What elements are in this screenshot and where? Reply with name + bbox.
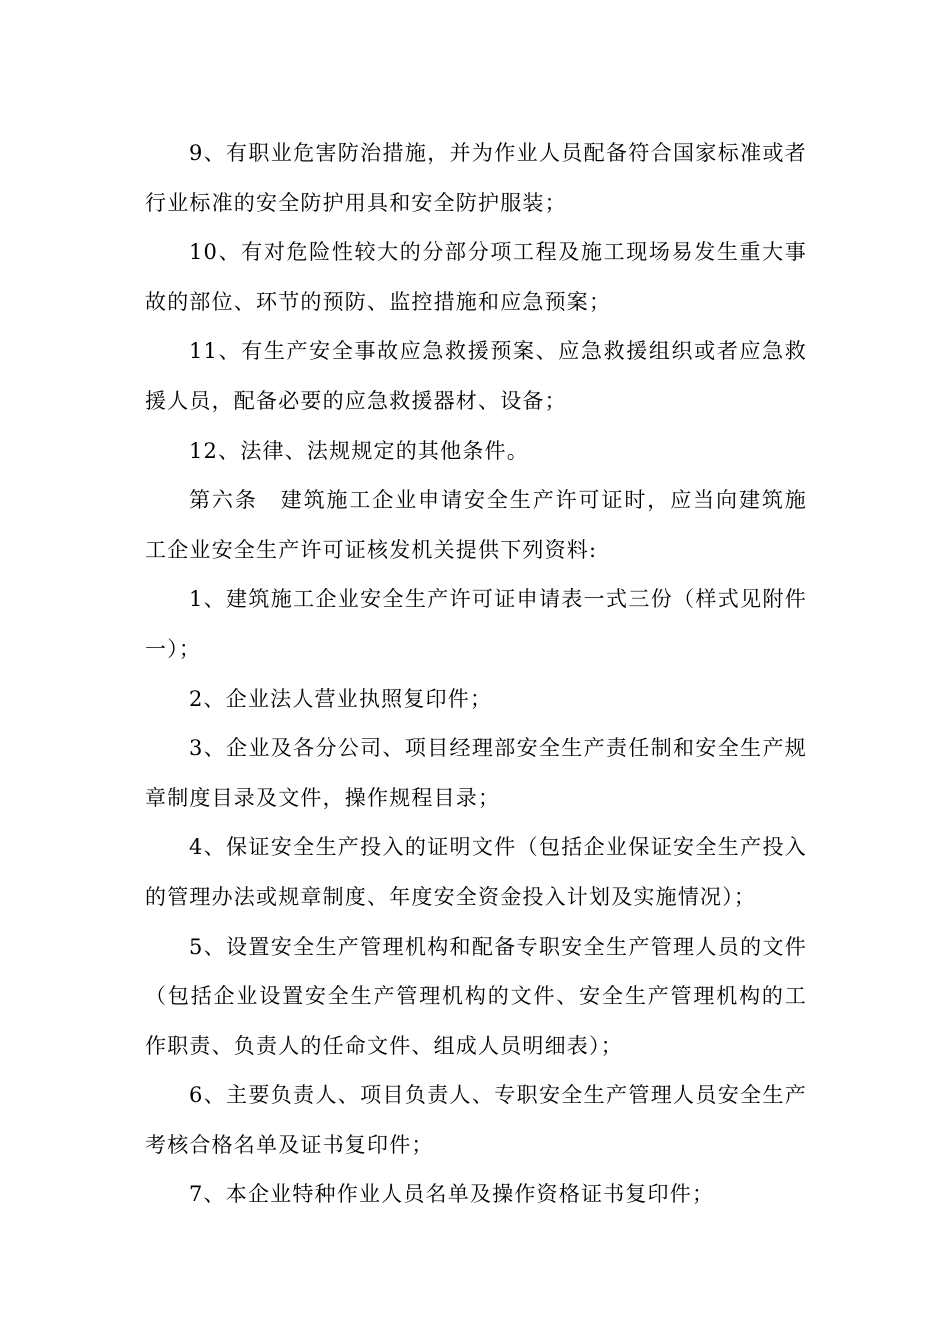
- paragraph-item-9: 9、有职业危害防治措施，并为作业人员配备符合国家标准或者行业标准的安全防护用具和安全防护服装；: [145, 141, 807, 215]
- paragraph-item-10: 10、有对危险性较大的分部分项工程及施工现场易发生重大事故的部位、环节的预防、监控措施和应急预案；: [145, 240, 807, 314]
- paragraph-material-3: 3、企业及各分公司、项目经理部安全生产责任制和安全生产规章制度目录及文件，操作规程目录；: [145, 736, 807, 810]
- paragraph-material-5: 5、设置安全生产管理机构和配备专职安全生产管理人员的文件（包括企业设置安全生产管理机构的文件、安全生产管理机构的工作职责、负责人的任命文件、组成人员明细表）；: [145, 934, 807, 1058]
- paragraph-material-2: 2、企业法人营业执照复印件；: [189, 686, 493, 711]
- paragraph-item-11: 11、有生产安全事故应急救援预案、应急救援组织或者应急救援人员，配备必要的应急救援器材、设备；: [145, 339, 807, 413]
- paragraph-item-12: 12、法律、法规规定的其他条件。: [189, 438, 529, 463]
- paragraph-article-6: 第六条 建筑施工企业申请安全生产许可证时，应当向建筑施工企业安全生产许可证核发机关提供下列资料:: [145, 488, 807, 562]
- document-body: [145, 129, 807, 1220]
- paragraph-material-7: 7、本企业特种作业人员名单及操作资格证书复印件；: [189, 1182, 715, 1207]
- paragraph-material-4: 4、保证安全生产投入的证明文件（包括企业保证安全生产投入的管理办法或规章制度、年度安全资金投入计划及实施情况）；: [145, 835, 807, 909]
- paragraph-material-1: 1、建筑施工企业安全生产许可证申请表一式三份（样式见附件一）；: [145, 587, 807, 661]
- paragraph-material-6: 6、主要负责人、项目负责人、专职安全生产管理人员安全生产考核合格名单及证书复印件；: [145, 1083, 807, 1157]
